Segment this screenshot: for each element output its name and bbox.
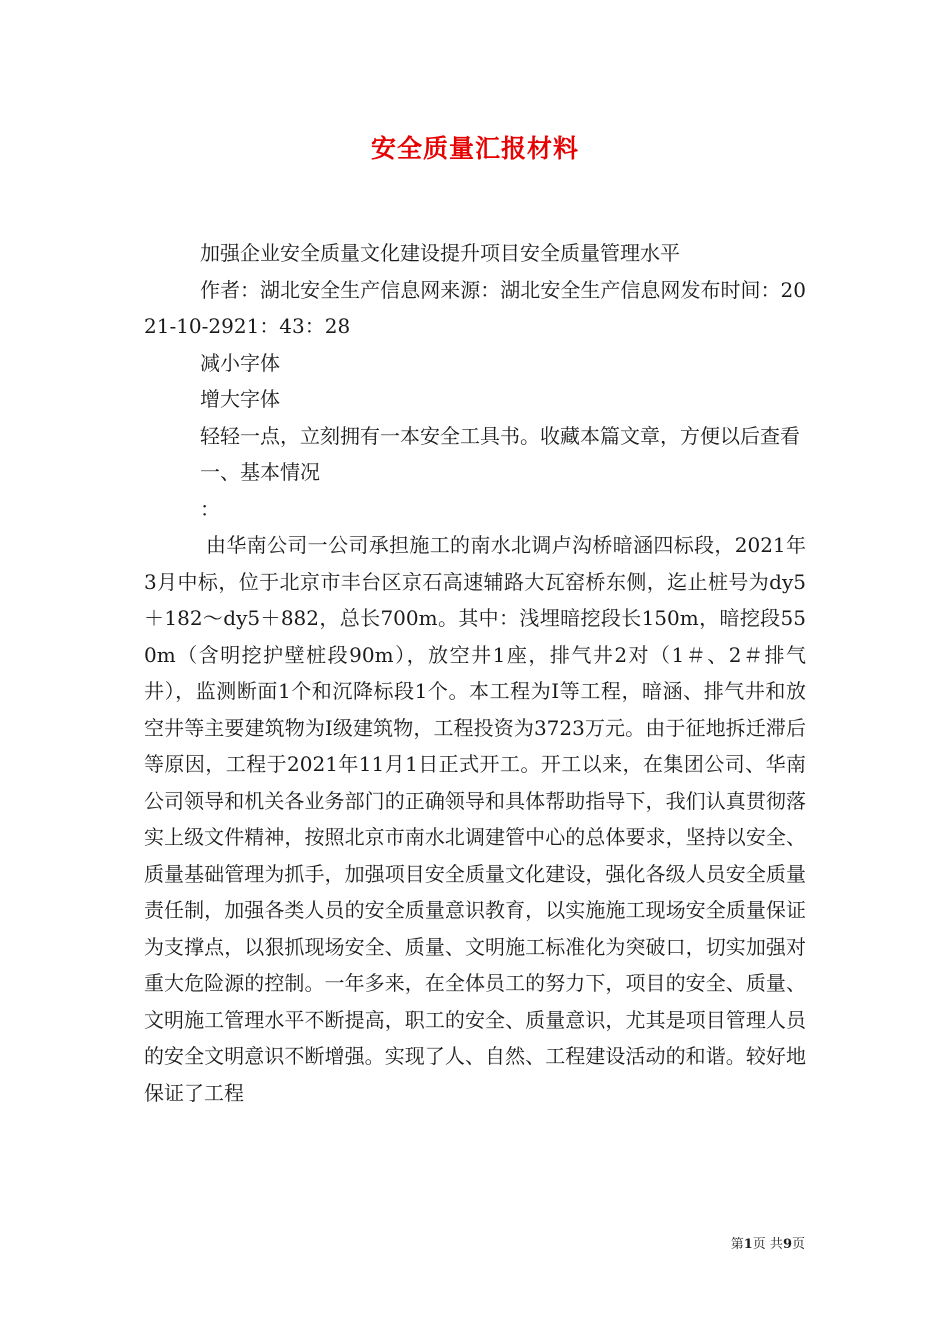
footer-middle: 页 共 <box>752 1237 783 1252</box>
section-heading: 一、基本情况 <box>200 460 320 484</box>
article-byline: 作者：湖北安全生产信息网来源：湖北安全生产信息网发布时间：2021-10-2921：43：28 <box>144 277 806 338</box>
document-title: 安全质量汇报材料 <box>370 134 579 163</box>
colon-line: ： <box>200 496 220 521</box>
increase-font-link[interactable]: 增大字体 <box>200 387 280 411</box>
document-body <box>144 235 806 1111</box>
main-paragraph: 由华南公司一公司承担施工的南水北调卢沟桥暗涵四标段，2021年3月中标，位于北京市丰台区京石高速辅路大瓦窑桥东侧，迄止桩号为dy5＋182～dy5＋882，总长700m。其中：浅埋暗挖段长150m，暗挖段550m（含明挖护壁桩段90m），放空井1座，排气井2对（1＃、2＃排气井），监测断面1个和沉降标段1个。本工程为Ⅰ等工程，暗涵、排气井和放空井等主要建筑物为Ⅰ级建筑物，工程投资为3723万元。由于征地拆迁滞后等原因，工程于2021年11月1日正式开工。开工以来，在集团公司、华南公司领导和机关各业务部门的正确领导和具体帮助指导下，我们认真贯彻落实上级文件精神，按照北京市南水北调建管中心的总体要求，坚持以安全、质量基础管理为抓手，加强项目安全质量文化建设，强化各级人员安全质量责任制，加强各类人员的安全质量意识教育，以实施施工现场安全质量保证为支撑点，以狠抓现场安全、质量、文明施工标准化为突破口，切实加强对重大危险源的控制。一年多来，在全体员工的努力下，项目的安全、质量、文明施工管理水平不断提高，职工的安全、质量意识，尤其是项目管理人员的安全文明意识不断增强。实现了人、自然、工程建设活动的和谐。较好地保证了工程 <box>144 533 806 1105</box>
footer-current-page: 1 <box>743 1237 753 1252</box>
footer-prefix: 第 <box>730 1237 744 1252</box>
article-subtitle: 加强企业安全质量文化建设提升项目安全质量管理水平 <box>200 241 680 265</box>
page-footer <box>731 1236 805 1254</box>
footer-total-pages: 9 <box>782 1237 792 1252</box>
bookmark-prompt: 轻轻一点，立刻拥有一本安全工具书。收藏本篇文章，方便以后查看 <box>200 423 800 448</box>
footer-suffix: 页 <box>791 1237 805 1252</box>
decrease-font-link[interactable]: 减小字体 <box>200 350 280 375</box>
